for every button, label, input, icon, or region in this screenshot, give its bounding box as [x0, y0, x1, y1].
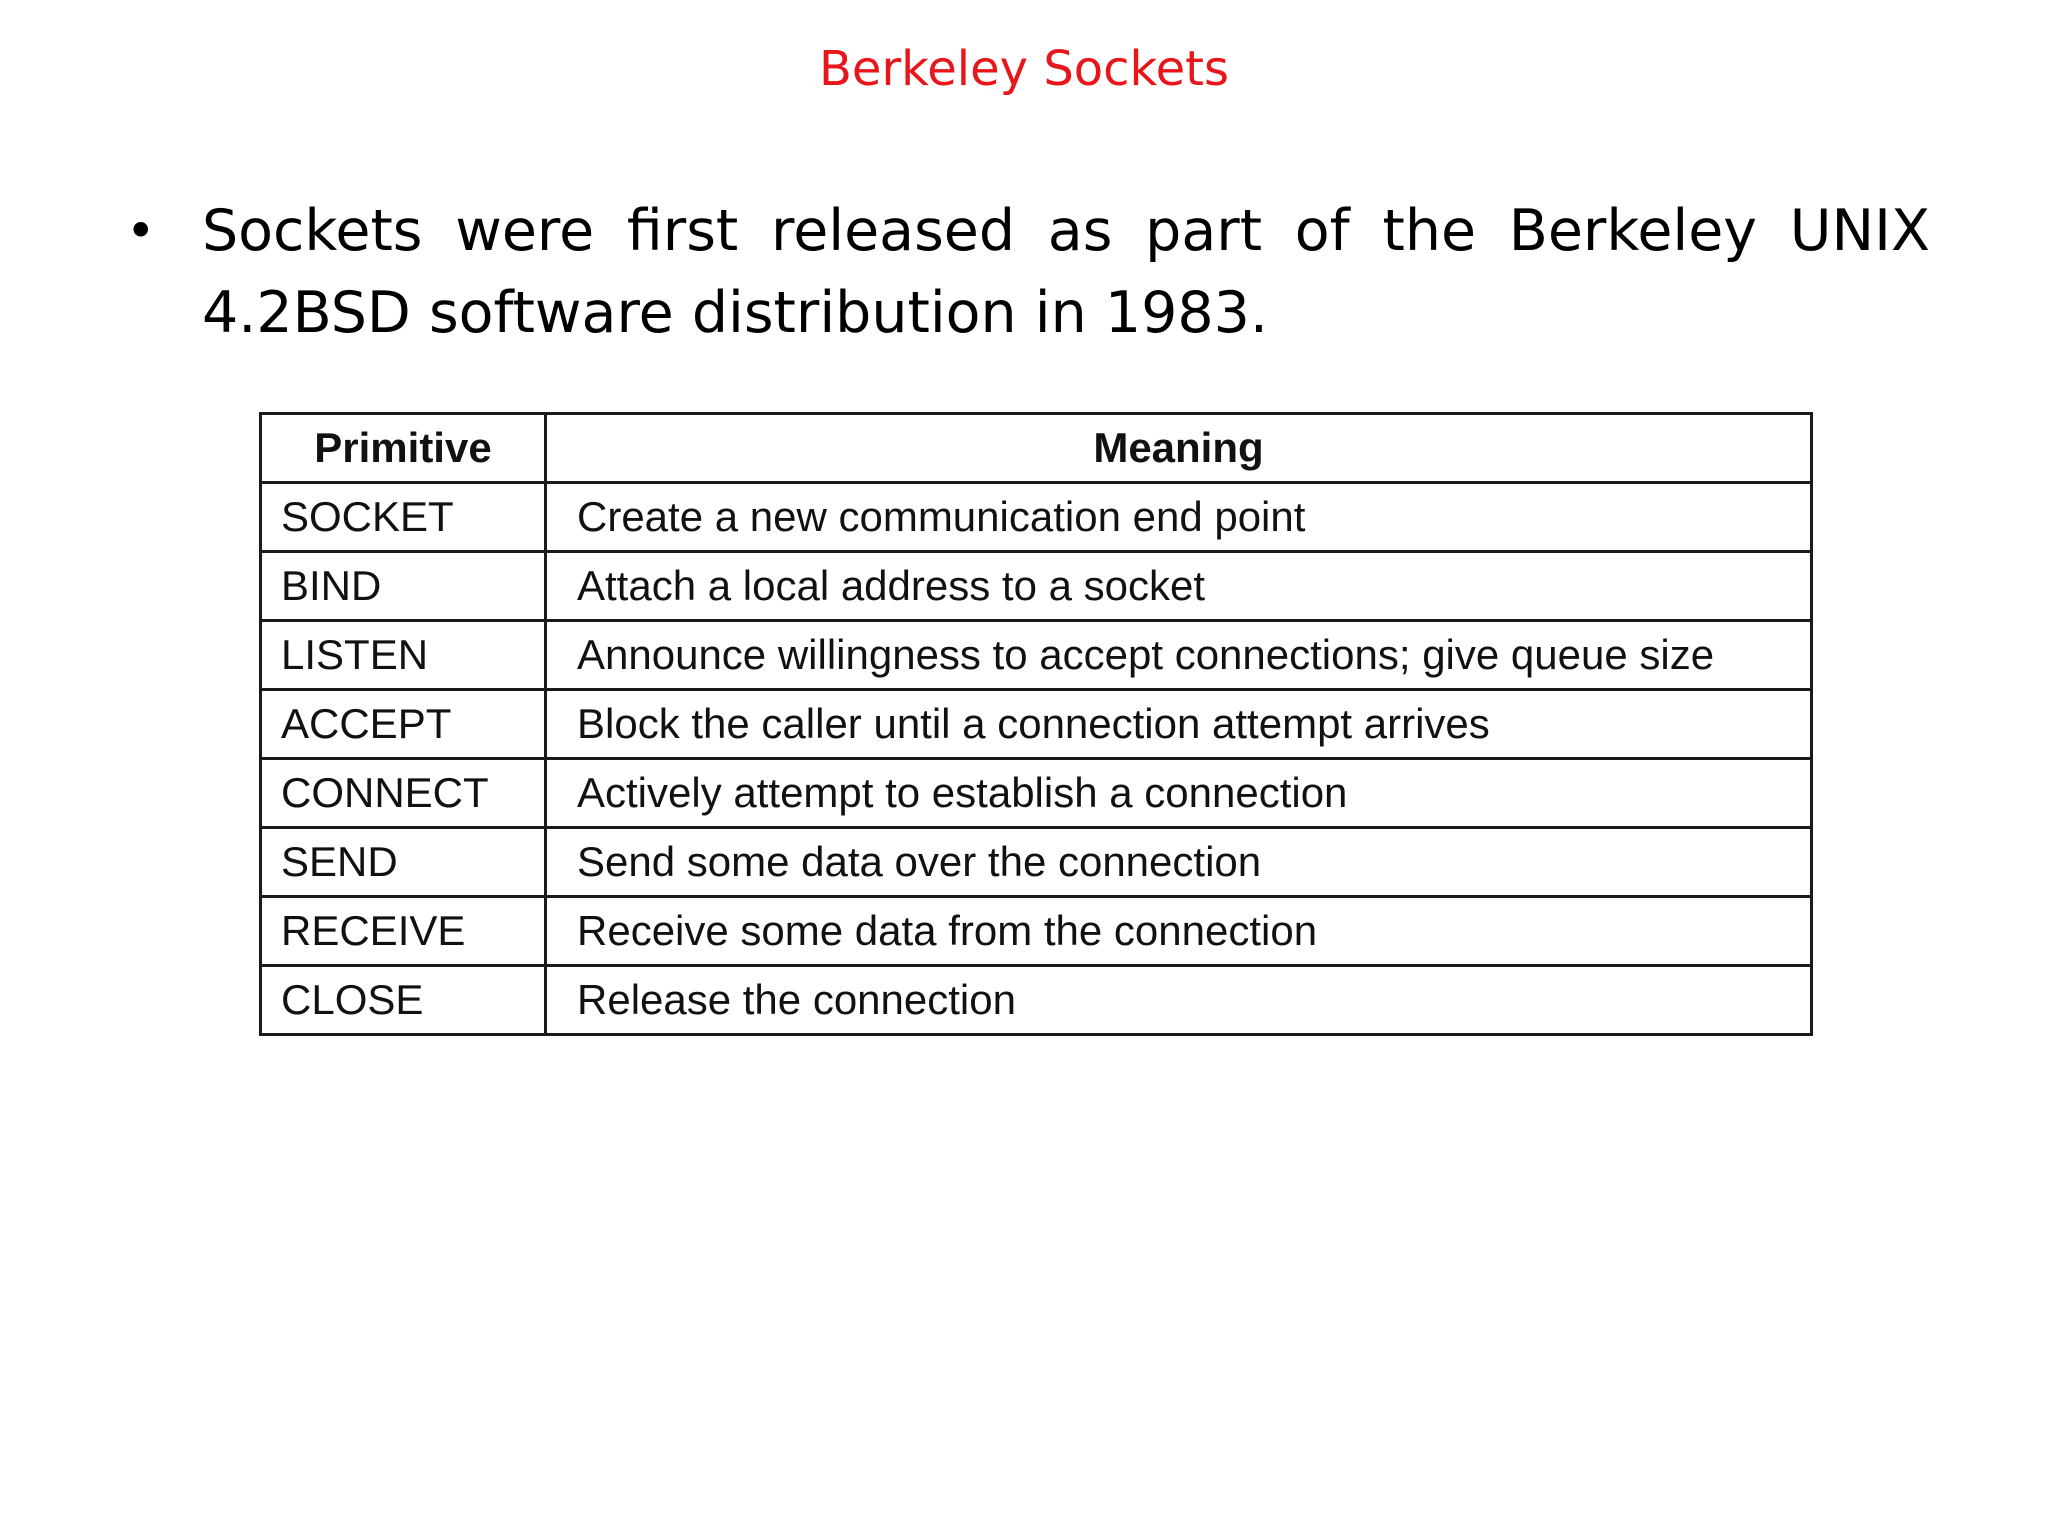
slide-title: Berkeley Sockets: [818, 41, 1229, 97]
table-row: [261, 552, 1812, 621]
table-row: [261, 483, 1812, 552]
cell-meaning: Send some data over the connection: [546, 828, 1812, 897]
header-meaning: Meaning: [546, 414, 1812, 483]
header-primitive: Primitive: [261, 414, 546, 483]
bullet-dot-icon: •: [126, 202, 156, 260]
cell-primitive: LISTEN: [261, 621, 546, 690]
cell-meaning: Create a new communication end point: [546, 483, 1812, 552]
bullet-item: [120, 190, 1930, 354]
cell-primitive: CONNECT: [261, 759, 546, 828]
table-row: [261, 621, 1812, 690]
cell-meaning: Attach a local address to a socket: [546, 552, 1812, 621]
cell-meaning: Announce willingness to accept connections; give queue size: [546, 621, 1812, 690]
table-row: [261, 828, 1812, 897]
bullet-list: [120, 190, 1930, 354]
table-row: [261, 966, 1812, 1035]
cell-meaning: Release the connection: [546, 966, 1812, 1035]
cell-meaning: Actively attempt to establish a connection: [546, 759, 1812, 828]
table-header-row: [261, 414, 1812, 483]
cell-primitive: ACCEPT: [261, 690, 546, 759]
cell-primitive: BIND: [261, 552, 546, 621]
cell-primitive: SOCKET: [261, 483, 546, 552]
table-row: [261, 759, 1812, 828]
cell-primitive: RECEIVE: [261, 897, 546, 966]
cell-primitive: CLOSE: [261, 966, 546, 1035]
cell-primitive: SEND: [261, 828, 546, 897]
cell-meaning: Block the caller until a connection attempt arrives: [546, 690, 1812, 759]
bullet-text: Sockets were first released as part of the Berkeley UNIX 4.2BSD software distribution in 1983.: [202, 198, 1930, 346]
table-row: [261, 897, 1812, 966]
cell-meaning: Receive some data from the connection: [546, 897, 1812, 966]
table-row: [261, 690, 1812, 759]
primitives-table: [259, 412, 1813, 1036]
